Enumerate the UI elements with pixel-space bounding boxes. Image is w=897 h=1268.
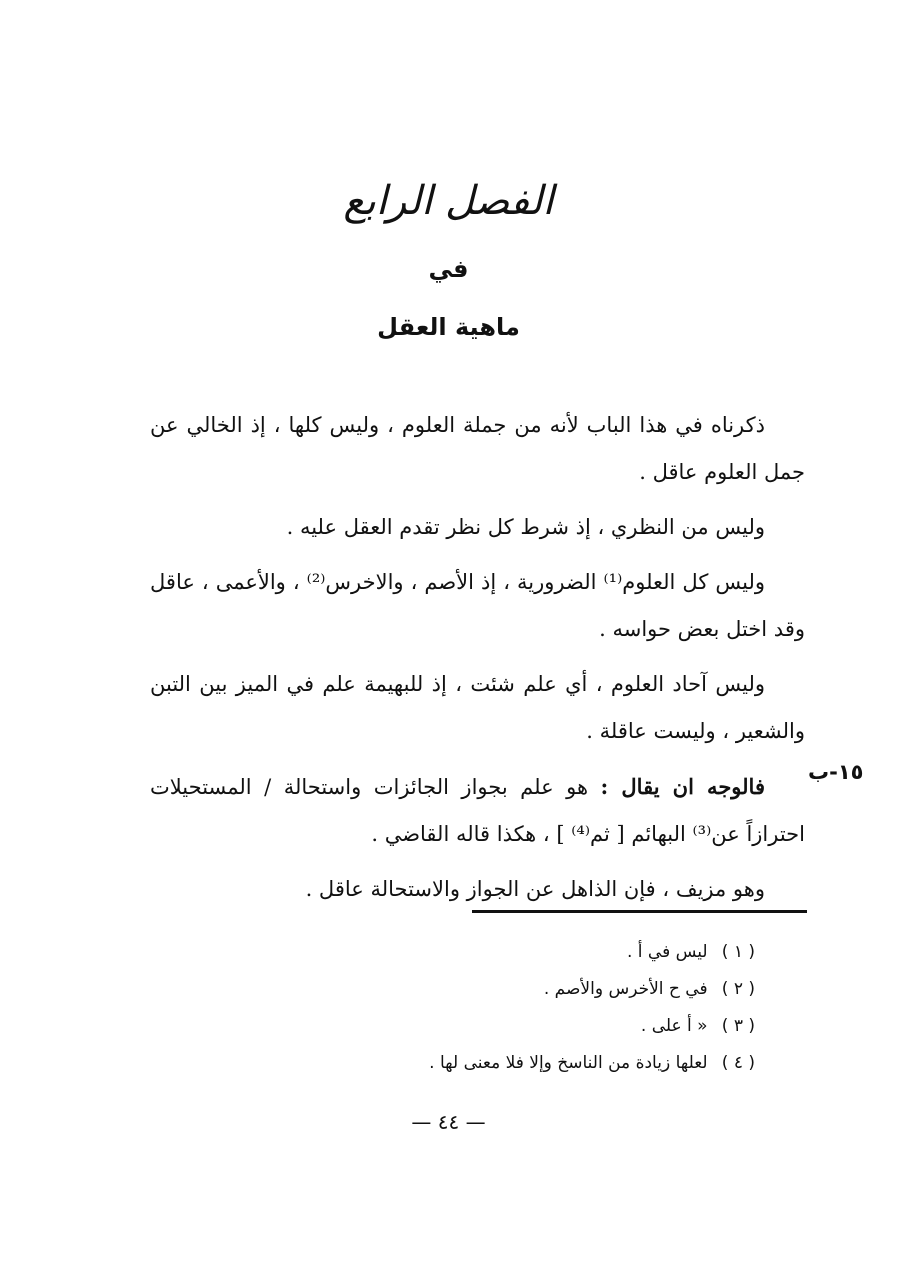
paragraph-3 (150, 559, 805, 653)
footnote-4 (150, 1045, 755, 1082)
footnote-3-number: ( ٣ ) (721, 1016, 755, 1036)
paragraph-5-lead: فالوجه ان يقال : (600, 774, 765, 799)
paragraph-1 (150, 402, 805, 496)
footnote-1-text: ليس في أ . (626, 942, 708, 962)
footnote-divider (472, 910, 807, 913)
paragraph-6 (150, 866, 805, 913)
paragraph-6-text: وهو مزيف ، فإن الذاهل عن الجواز والاستحالة عاقل . (305, 877, 765, 901)
footnote-2-text: في ح الأخرس والأصم . (543, 979, 708, 999)
paragraph-5 (150, 763, 805, 858)
chapter-preposition: في (428, 255, 469, 283)
paragraph-4 (150, 661, 805, 755)
footnote-1 (150, 934, 755, 971)
manuscript-folio-marker: ١٥-ب (808, 760, 864, 784)
chapter-title: الفصل الرابع (343, 178, 554, 224)
footnote-3 (150, 1008, 755, 1045)
footnote-2 (150, 971, 755, 1008)
paragraph-4-text: وليس آحاد العلوم ، أي علم شئت ، إذ للبهيمة علم في الميز بين التبن والشعير ، وليست عاقلة . (150, 672, 805, 743)
footnote-3-text: « أ على . (640, 1016, 708, 1036)
body-text (150, 402, 805, 913)
paragraph-3-text: وليس كل العلوم⁽¹⁾ الضرورية ، إذ الأصم ، والاخرس⁽²⁾ ، والأعمى ، عاقل وقد اختل بعض حواسه . (150, 570, 805, 641)
paragraph-2 (150, 504, 805, 551)
footnote-1-number: ( ١ ) (721, 942, 755, 962)
footnote-2-number: ( ٢ ) (721, 979, 755, 999)
paragraph-2-text: وليس من النظري ، إذ شرط كل نظر تقدم العقل عليه . (286, 515, 765, 539)
footnotes (150, 934, 755, 1082)
paragraph-1-text: ذكرناه في هذا الباب لأنه من جملة العلوم ، وليس كلها ، إذ الخالي عن جمل العلوم عاقل . (150, 413, 805, 484)
page-number: — ٤٤ — (411, 1110, 486, 1134)
footnote-4-text: لعلها زيادة من الناسخ وإلا فلا معنى لها . (429, 1053, 708, 1073)
chapter-topic: ماهية العقل (377, 313, 520, 341)
paragraph-5-text: هو علم بجواز الجائزات واستحالة / المستحيلات احترازاً عن⁽³⁾ البهائم [ ثم⁽⁴⁾ ] ، هكذا قاله القاضي . (150, 775, 805, 846)
footnote-4-number: ( ٤ ) (721, 1053, 755, 1073)
